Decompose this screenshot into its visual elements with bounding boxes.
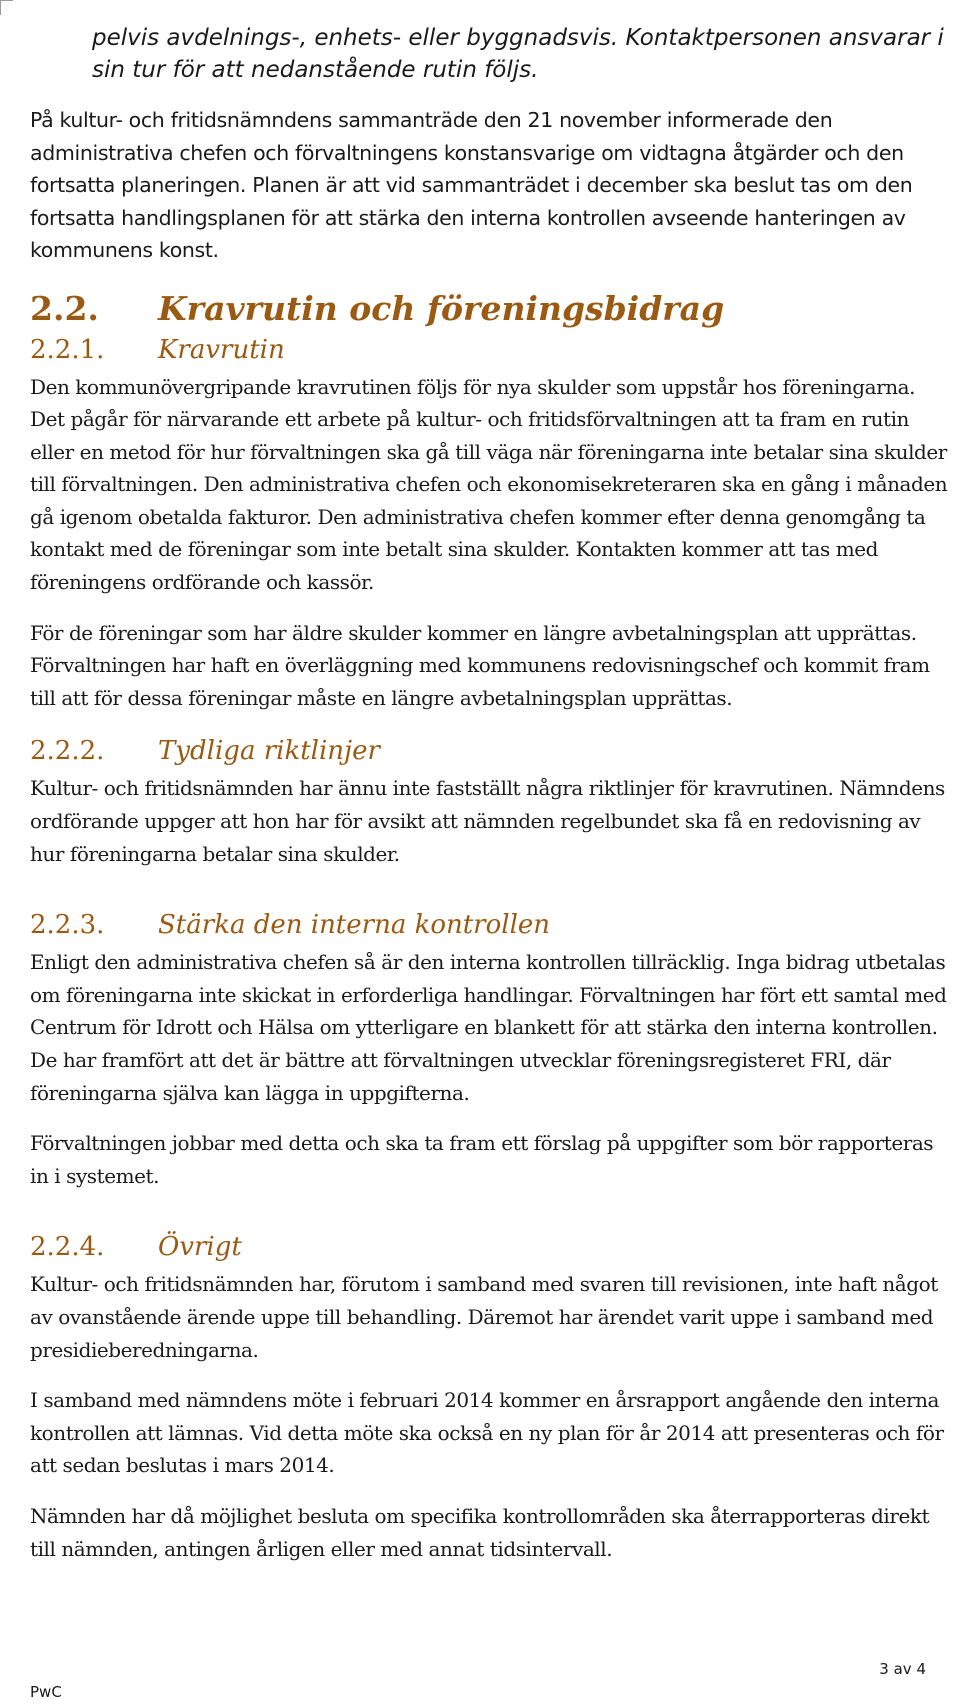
document-page — [30, 22, 950, 1583]
subsection-paragraph: Nämnden har då möjlighet besluta om specifika kontrollområden ska återrapporteras direkt till nämnden, antingen årligen eller med annat tidsintervall. — [30, 1503, 930, 1561]
subsection-heading-222 — [30, 732, 950, 770]
section-title: Kravrutin och föreningsbidrag — [158, 288, 725, 328]
subsection-title: Tydliga riktlinjer — [158, 736, 380, 767]
subsection-number: 2.2.4. — [30, 1232, 105, 1263]
subsection-paragraph: I samband med nämndens möte i februari 2014 kommer en årsrapport angående den interna kontrollen att lämnas. Vid detta möte ska också en ny plan för år 2014 att presenteras och för att sedan beslutas i mars 2014. — [30, 1388, 944, 1478]
subsection-number: 2.2.1. — [30, 334, 105, 365]
subsection-paragraph: Den kommunövergripande kravrutinen följs för nya skulder som uppstår hos föreningarna. Det pågår för närvarande ett arbete på kultur- och fritidsförvaltningen att ta fram en rutin eller en metod för hur förvaltningen ska gå till väga när föreningarna inte betalar sina skulder till förvaltningen. Den administrativa chefen och ekonomisekreteraren ska en gång i månaden gå igenom obetalda fakturor. Den administrativa chefen kommer efter denna genomgång ta kontakt med de föreningar som inte betalt sina skulder. Kontakten kommer att tas med föreningens ordförande och kassör. — [30, 374, 948, 595]
subsection-paragraph: Kultur- och fritidsnämnden har ännu inte fastställt några riktlinjer för kravrutinen. Nämndens ordförande uppger att hon har för avsikt att nämnden regelbundet ska få en redovisning av hur föreningarna betalar sina skulder. — [30, 776, 945, 866]
subsection-heading-224 — [30, 1228, 950, 1266]
section-number: 2.2. — [30, 288, 99, 328]
subsection-paragraph: Förvaltningen jobbar med detta och ska ta fram ett förslag på uppgifter som bör rapporteras in i systemet. — [30, 1131, 934, 1188]
subsection-title: Stärka den interna kontrollen — [158, 910, 551, 941]
page-corner-mark — [0, 0, 13, 15]
section-heading — [30, 289, 950, 329]
subsection-paragraph: För de föreningar som har äldre skulder kommer en längre avbetalningsplan att upprättas. Förvaltningen har haft en överläggning med kommunens redovisningschef och kommit fram till att för dessa föreningar måste en längre avbetalningsplan upprättas. — [30, 620, 930, 710]
body-paragraph-1: På kultur- och fritidsnämndens sammanträde den 21 november informerade den administrativa chefen och förvaltningens konstansvarige om vidtagna åtgärder och den fortsatta planeringen. Planen är att vid sammanträdet i december ska beslut tas om den fortsatta handlingsplanen för att stärka den interna kontrollen avseende hanteringen av kommunens konst. — [30, 108, 913, 262]
subsection-paragraph: Kultur- och fritidsnämnden har, förutom i samband med svaren till revisionen, inte haft något av ovanstående ärende uppe till behandling. Däremot har ärendet varit uppe i samband med presidieberedningarna. — [30, 1272, 938, 1362]
subsection-paragraph: Enligt den administrativa chefen så är den interna kontrollen tillräcklig. Inga bidrag utbetalas om föreningarna inte skickat in erforderliga handlingar. Förvaltningen har fört ett samtal med Centrum för Idrott och Hälsa om ytterligare en blankett för att stärka den interna kontrollen. De har framfört att det är bättre att förvaltningen utvecklar föreningsregisteret FRI, där föreningarna själva kan lägga in uppgifterna. — [30, 950, 947, 1105]
subsection-number: 2.2.3. — [30, 910, 105, 941]
subsection-title: Kravrutin — [158, 334, 285, 365]
intro-paragraph: pelvis avdelnings-, enhets- eller byggnadsvis. Kontaktpersonen ansvarar i sin tur för att nedanstående rutin följs. — [92, 25, 944, 83]
subsection-heading-221 — [30, 331, 950, 369]
subsection-heading-223 — [30, 906, 950, 944]
footer-brand-logo: PwC — [30, 1683, 62, 1701]
subsection-title: Övrigt — [158, 1232, 242, 1263]
page-number: 3 av 4 — [879, 1660, 926, 1678]
subsection-number: 2.2.2. — [30, 736, 105, 767]
